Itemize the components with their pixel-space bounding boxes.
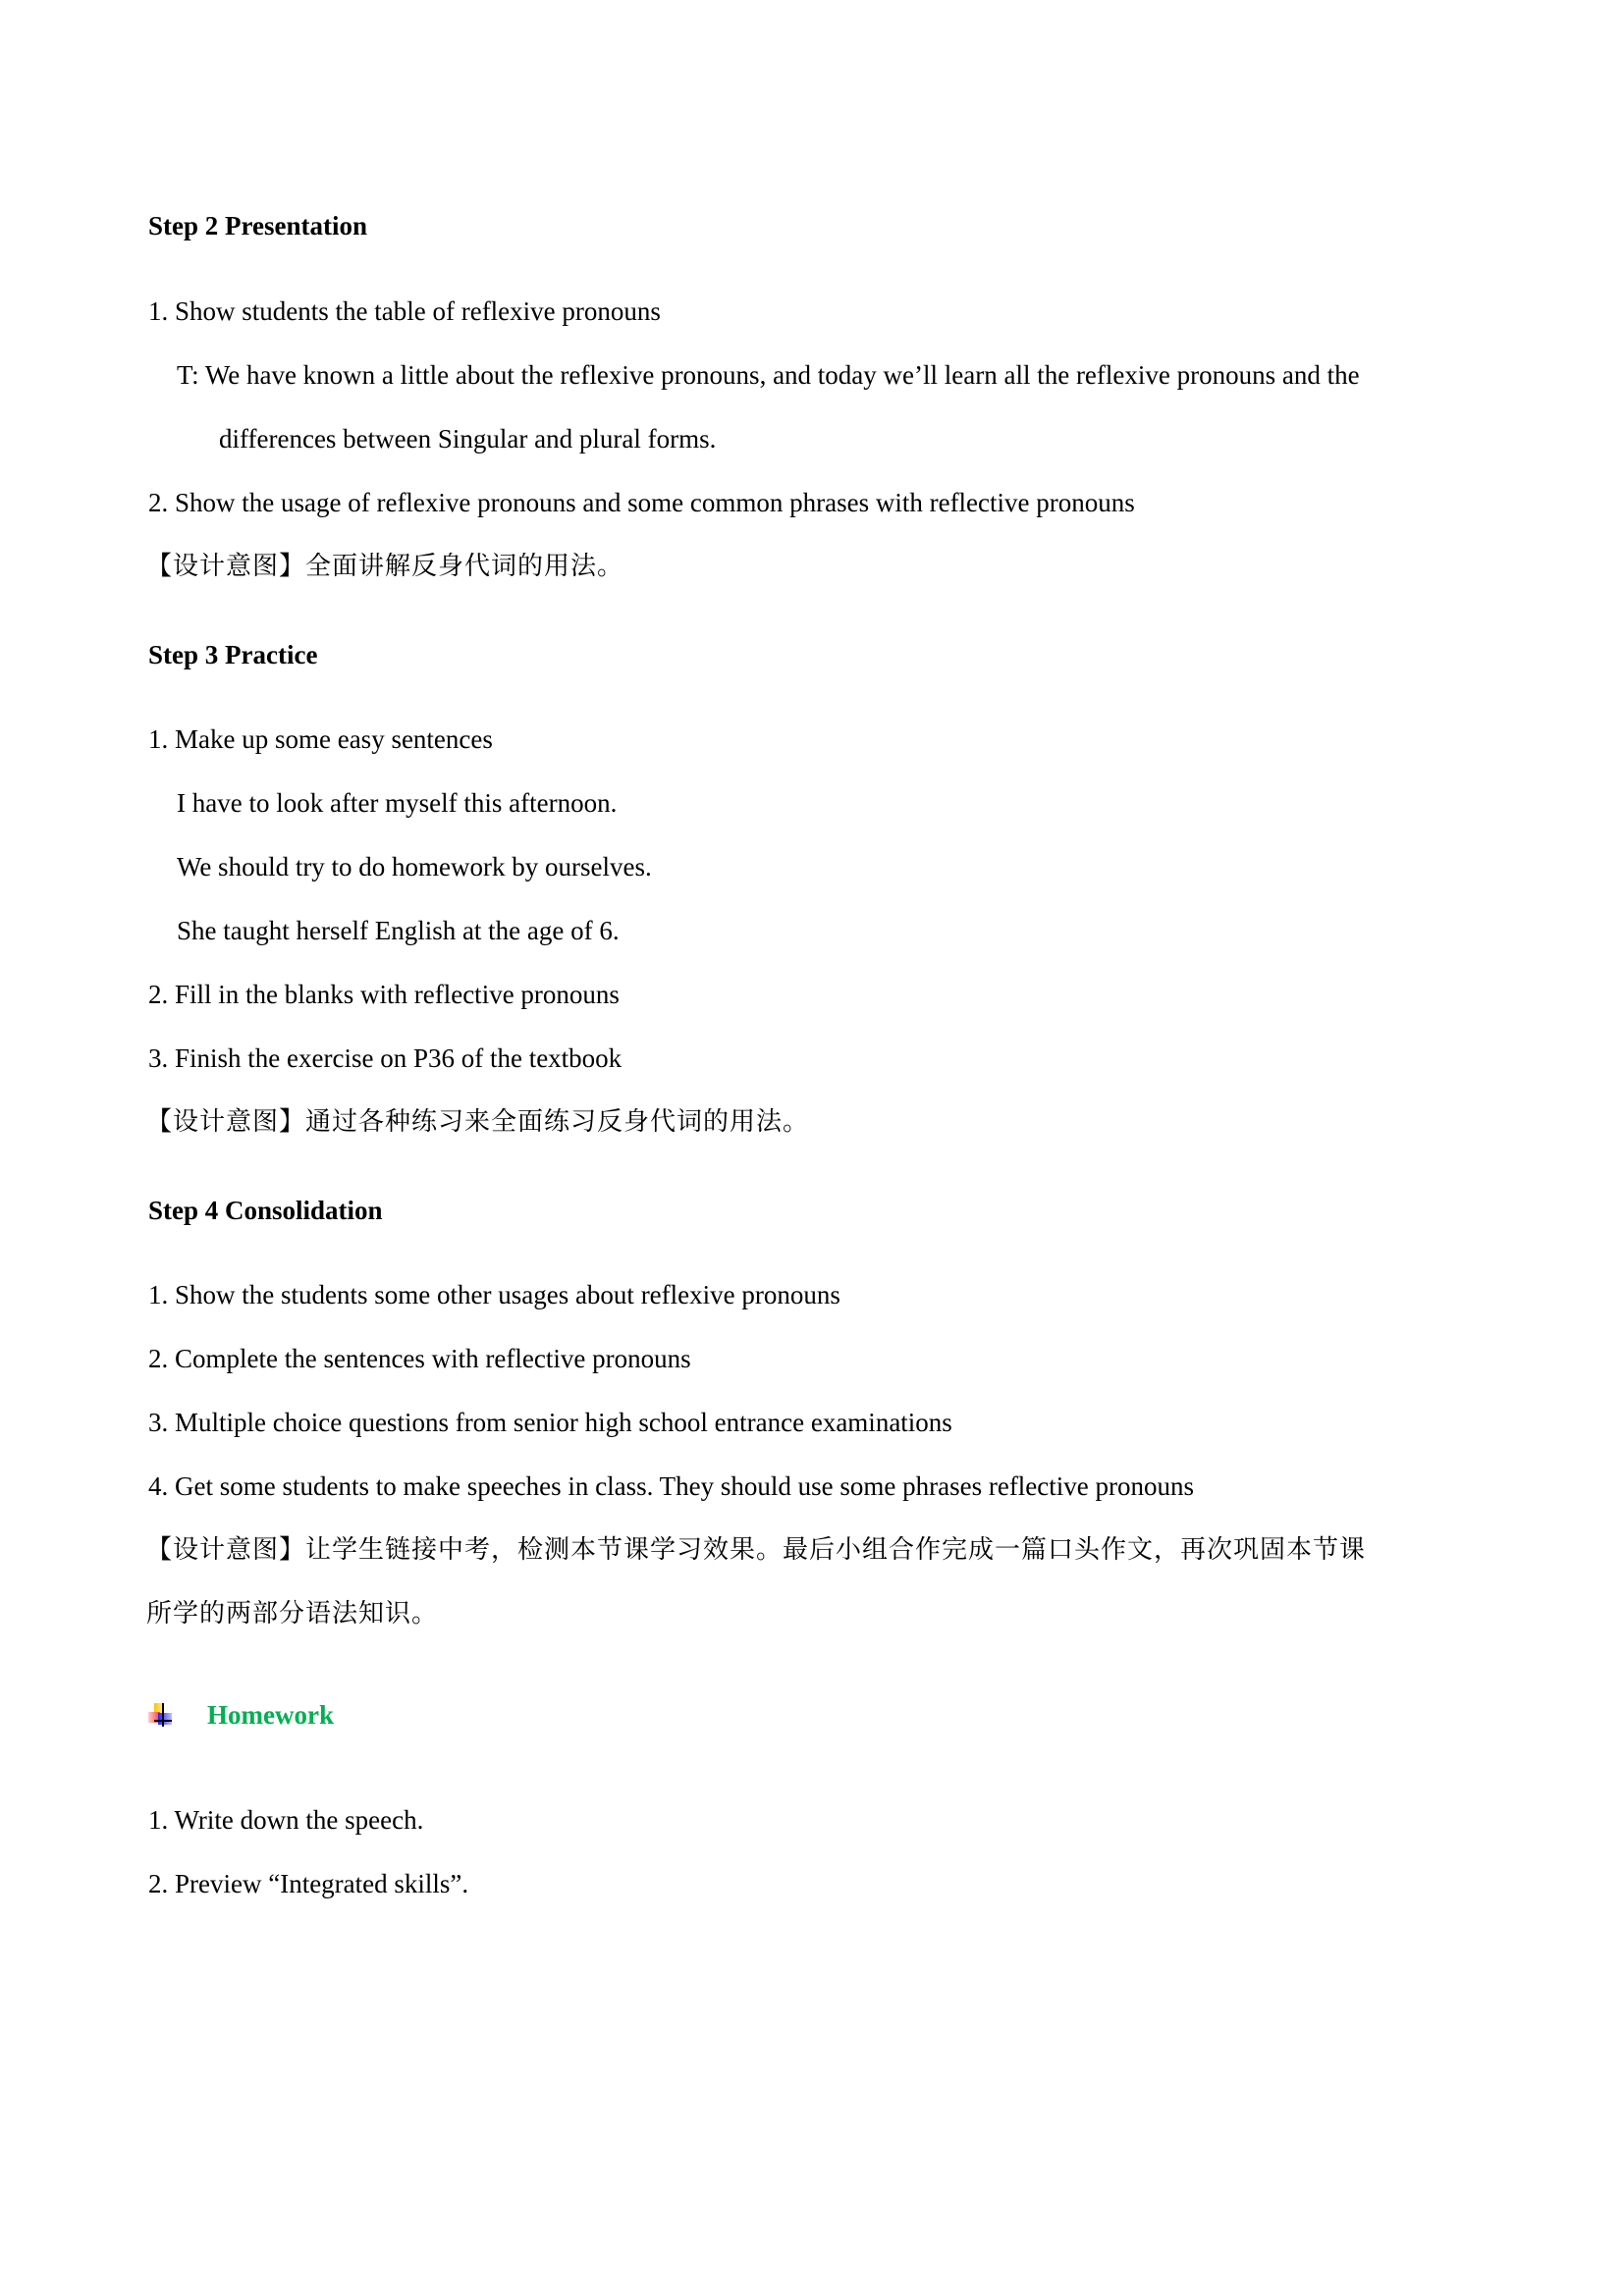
step2-item-1: 1. Show students the table of reflexive pronouns	[148, 296, 661, 326]
step3-example-3: She taught herself English at the age of 6.	[177, 916, 620, 945]
homework-item-2: 2. Preview “Integrated skills”.	[148, 1869, 469, 1898]
step2-item-2: 2. Show the usage of reflexive pronouns and some common phrases with reflective pronouns	[148, 488, 1135, 517]
step4-item-3: 3. Multiple choice questions from senior high school entrance examinations	[148, 1408, 952, 1437]
step4-design-intent-line-1: 【设计意图】让学生链接中考，检测本节课学习效果。最后小组合作完成一篇口头作文，再次巩固本节课	[146, 1535, 1367, 1565]
homework-item-1: 1. Write down the speech.	[148, 1805, 424, 1835]
step2-teacher-line-1: T: We have known a little about the reflexive pronouns, and today we’ll learn all the reflexive pronouns and the	[177, 360, 1360, 390]
step2-heading: Step 2 Presentation	[148, 211, 367, 240]
homework-heading	[148, 1699, 334, 1731]
step3-item-3: 3. Finish the exercise on P36 of the textbook	[148, 1043, 623, 1073]
step3-example-2: We should try to do homework by ourselves.	[177, 852, 652, 881]
step4-item-4: 4. Get some students to make speeches in class. They should use some phrases reflective pronouns	[148, 1471, 1195, 1501]
colored-bullet-cross-icon	[148, 1703, 174, 1727]
step3-example-1: I have to look after myself this afternoon.	[177, 788, 618, 818]
homework-title: Homework	[207, 1700, 334, 1730]
step2-teacher-line-2: differences between Singular and plural forms.	[219, 424, 717, 454]
step4-item-2: 2. Complete the sentences with reflective pronouns	[148, 1344, 691, 1373]
step3-design-intent: 【设计意图】通过各种练习来全面练习反身代词的用法。	[146, 1107, 810, 1137]
step3-item-2: 2. Fill in the blanks with reflective pronouns	[148, 980, 620, 1009]
step3-heading: Step 3 Practice	[148, 640, 318, 669]
step4-item-1: 1. Show the students some other usages about reflexive pronouns	[148, 1280, 840, 1309]
step3-item-1: 1. Make up some easy sentences	[148, 724, 493, 754]
step4-design-intent-line-2: 所学的两部分语法知识。	[146, 1599, 439, 1629]
step2-design-intent: 【设计意图】全面讲解反身代词的用法。	[146, 552, 624, 581]
step4-heading: Step 4 Consolidation	[148, 1196, 383, 1225]
